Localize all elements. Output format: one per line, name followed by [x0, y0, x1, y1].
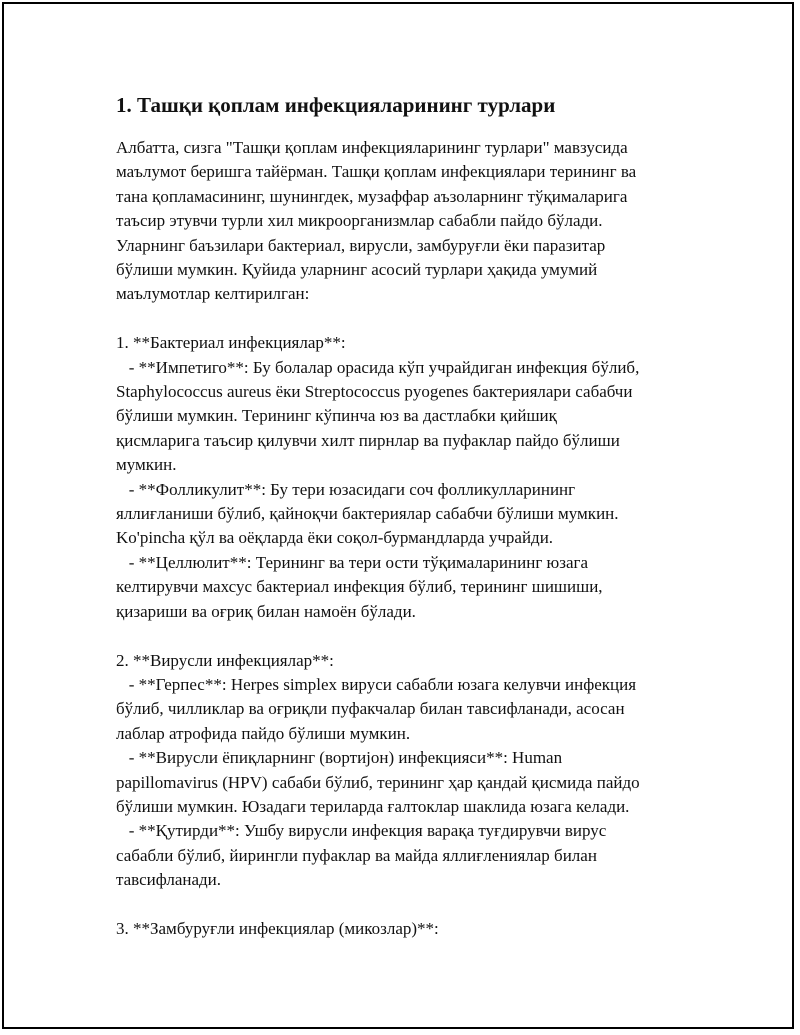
text-line: 2. **Вирусли инфекциялар**:: [116, 650, 334, 670]
text-line: лаблар атрофида пайдо бўлиши мумкин.: [116, 723, 411, 743]
text-line: 1. **Бактериал инфекциялар**:: [116, 333, 346, 353]
text-line: - **Қутирди**: Ушбу вирусли инфекция варақа туғдирувчи вирус: [116, 821, 607, 841]
text-line: таъсир этувчи турли хил микроорганизмлар сабабли пайдо бўлади.: [116, 211, 603, 231]
text-line: қизариши ва оғриқ билан намоён бўлади.: [116, 601, 416, 621]
document-title: 1. Ташқи қоплам инфекцияларининг турлари: [116, 93, 556, 117]
text-line: сабабли бўлиб, йирингли пуфаклар ва майда яллиғлениялар билан: [116, 845, 597, 865]
document-text: [116, 136, 696, 941]
text-line: 3. **Замбуруғли инфекциялар (микозлар)**:: [116, 918, 439, 938]
text-line: мумкин.: [116, 455, 177, 475]
text-line: яллиғланиши бўлиб, қайноқчи бактериялар сабабчи бўлиши мумкин.: [116, 504, 619, 524]
text-line: тана қопламасининг, шунингдек, музаффар аъзоларнинг тўқималарига: [116, 186, 628, 206]
text-line: келтирувчи махсус бактериал инфекция бўлиб, терининг шишиши,: [116, 577, 603, 597]
blank-line: [116, 893, 696, 917]
text-line: маълумотлар келтирилган:: [116, 284, 310, 304]
text-line: - **Фолликулит**: Бу тери юзасидаги соч фолликулларининг: [116, 479, 576, 499]
text-line: papillomavirus (HPV) сабаби бўлиб, терининг ҳар қандай қисмида пайдо: [116, 772, 640, 792]
text-line: маълумот беришга тайёрман. Ташқи қоплам инфекциялари терининг ва: [116, 162, 637, 182]
text-line: бўлиши мумкин. Терининг кўпинча юз ва дастлабки қийшиқ: [116, 406, 557, 426]
text-line: қисмларига таъсир қилувчи хилт пирнлар ва пуфаклар пайдо бўлиши: [116, 430, 620, 450]
text-line: - **Вирусли ёпиқларнинг (вортиjон) инфекцияси**: Human: [116, 748, 563, 768]
text-line: бўлиши мумкин. Юзадаги териларда ғалтоклар шаклида юзага келади.: [116, 796, 630, 816]
blank-line: [116, 307, 696, 331]
text-line: - **Целлюлит**: Терининг ва тери ости тўқималарининг юзага: [116, 552, 589, 572]
blank-line: [116, 624, 696, 648]
text-line: Ko'pincha қўл ва оёқларда ёки соқол-бурмандларда учрайди.: [116, 528, 554, 548]
document-body: [116, 90, 696, 941]
text-line: бўлиши мумкин. Қуйида уларнинг асосий турлари ҳақида умумий: [116, 260, 598, 280]
text-line: Staphylococcus aureus ёки Streptococcus pyogenes бактериялари сабабчи: [116, 382, 633, 402]
text-line: бўлиб, чилликлар ва оғриқли пуфакчалар билан тавсифланади, асосан: [116, 699, 625, 719]
text-line: - **Импетиго**: Бу болалар орасида кўп учрайдиган инфекция бўлиб,: [116, 357, 640, 377]
text-line: тавсифланади.: [116, 870, 222, 890]
text-line: Албатта, сизга "Ташқи қоплам инфекцияларининг турлари" мавзусида: [116, 138, 628, 157]
text-line: - **Герпес**: Herpes simplex вируси сабабли юзага келувчи инфекция: [116, 674, 637, 694]
text-line: Уларнинг баъзилари бактериал, вирусли, замбуруғли ёки паразитар: [116, 235, 606, 255]
